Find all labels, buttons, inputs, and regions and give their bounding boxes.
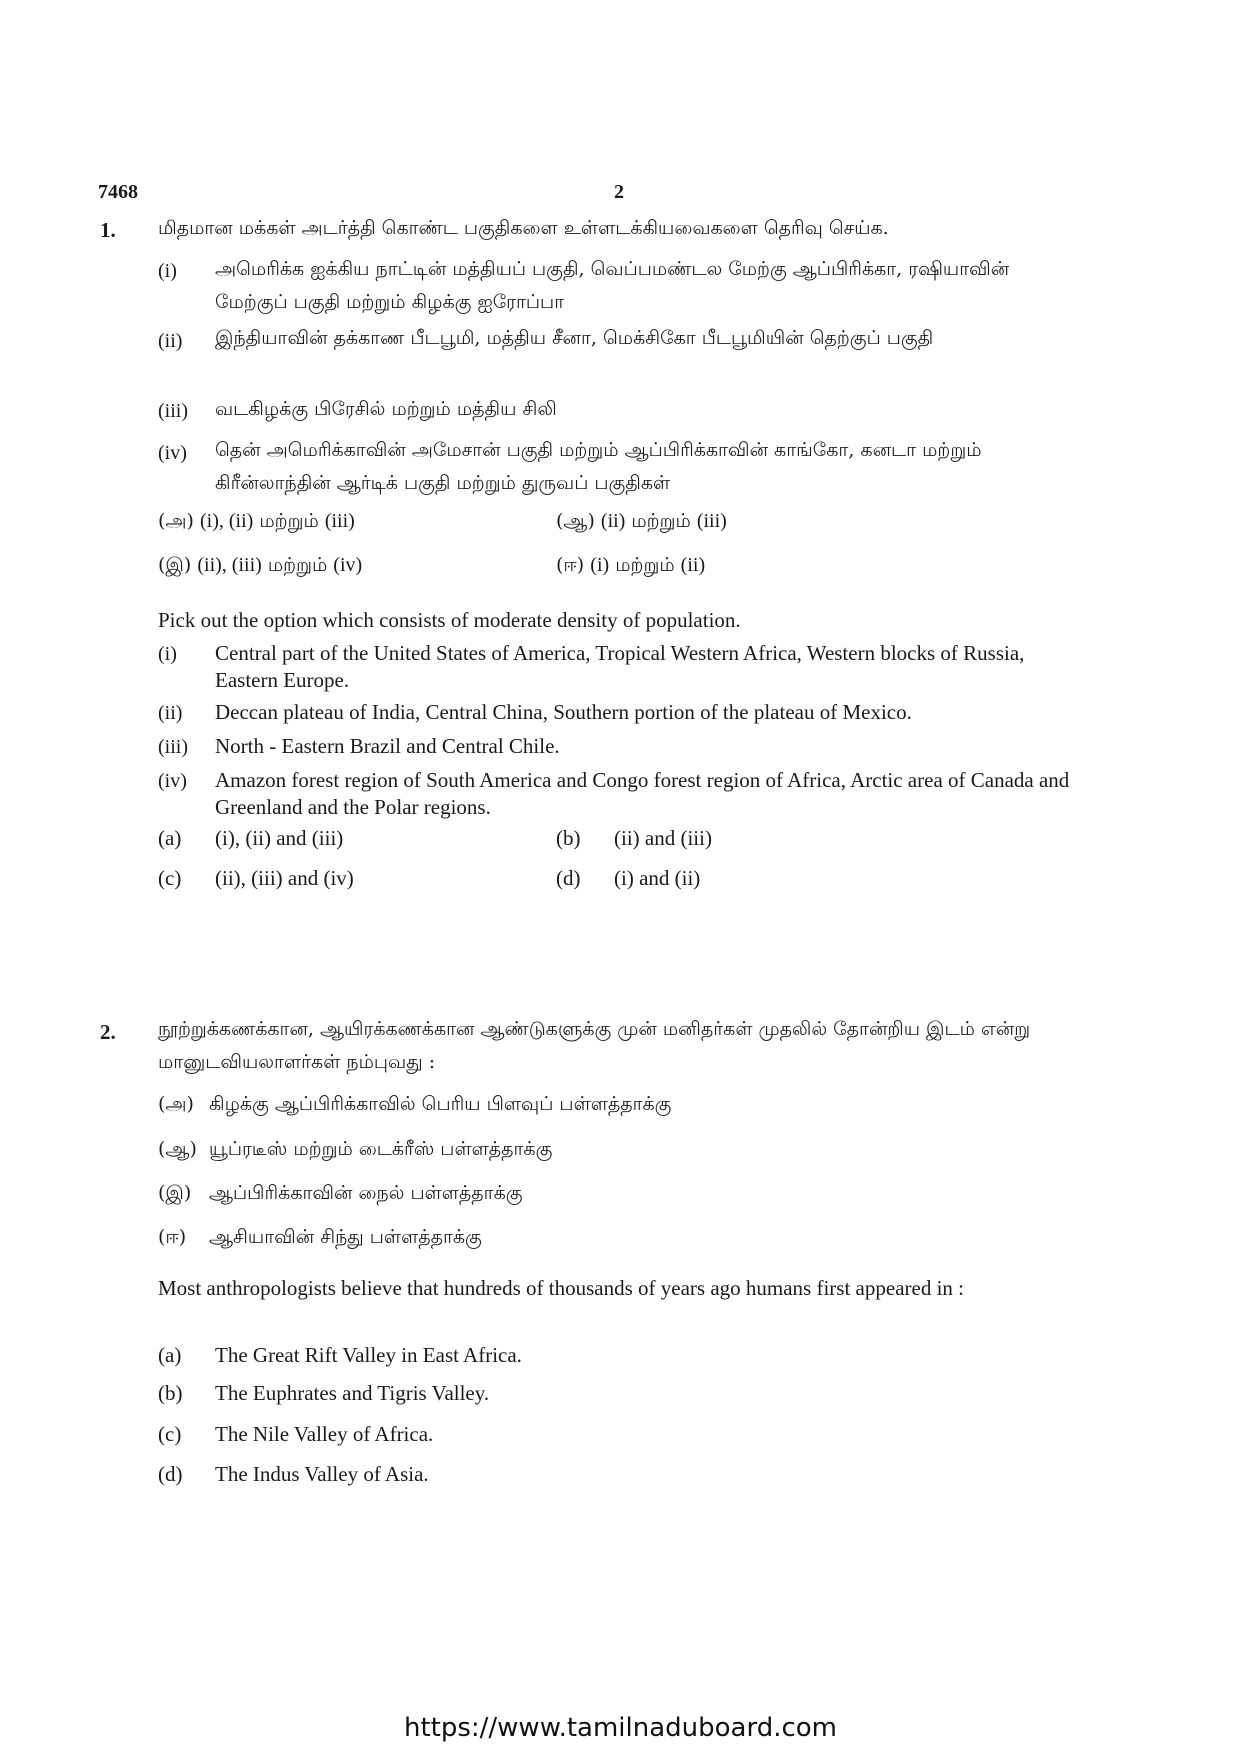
choice-tail: (ii) [680,554,706,576]
paper-code: 7468 [98,181,138,203]
q2-tamil-option-label: (இ) [158,1182,192,1204]
question-2-tamil-text: நூற்றுக்கணக்கான, ஆயிரக்கணக்கான ஆண்டுகளுக்கு முன் மனிதர்கள் முதலில் தோன்றிய இடம் என்று மானுடவியலாளர்கள் நம்புவது : [158,1018,1031,1073]
question-1-number: 1. [100,218,116,242]
q2-tamil-option-text: ஆப்பிரிக்காவின் நைல் பள்ளத்தாக்கு [209,1182,523,1204]
q2-tamil-option-label: (ஆ) [158,1138,197,1160]
choice-word: மற்றும் [615,554,675,576]
q1-english-item-roman: (iv) [158,770,187,792]
q1-tamil-item-text: தென் அமெரிக்காவின் அமேசான் பகுதி மற்றும் ஆப்பிரிக்காவின் காங்கோ, கனடா மற்றும் கிரீன்லாந்தின் ஆர்டிக் பகுதி மற்றும் துருவப் பகுதிகள் [215,439,982,494]
q2-tamil-option-label: (அ) [158,1093,194,1115]
q1-tamil-choice-d [556,554,705,579]
choice-tail: (iii) [696,510,727,532]
q2-english-option-text: The Indus Valley of Asia. [215,1462,429,1486]
q1-english-item-text: Central part of the United States of America, Tropical Western Africa, Western blocks of Russia, Eastern Europe. [215,641,1025,692]
q1-english-item-text: Amazon forest region of South America and Congo forest region of Africa, Arctic area of Canada and Greenland and the Polar regions. [215,768,1070,819]
choice-roman: (ii), (iii) [197,554,262,576]
question-1-english-text: Pick out the option which consists of moderate density of population. [158,608,741,632]
q1-english-item-roman: (i) [158,643,177,665]
q2-english-option-label: (d) [158,1462,183,1486]
choice-word: மற்றும் [267,554,328,576]
choice-tail: (iv) [333,554,363,576]
choice-roman: (i) [590,554,610,576]
q1-english-item-roman: (ii) [158,702,183,724]
q1-english-choice-label: (a) [158,826,182,850]
q2-tamil-option-label: (ஈ) [158,1226,187,1248]
question-2-number: 2. [100,1020,116,1044]
q2-english-option-label: (c) [158,1422,182,1446]
q1-tamil-item-text: வடகிழக்கு பிரேசில் மற்றும் மத்திய சிலி [215,398,557,420]
question-1-tamil-text: மிதமான மக்கள் அடர்த்தி கொண்ட பகுதிகளை உள்ளடக்கியவைகளை தெரிவு செய்க. [158,217,889,239]
q2-english-option-text: The Nile Valley of Africa. [215,1422,434,1446]
q1-tamil-item-text: அமெரிக்க ஐக்கிய நாட்டின் மத்தியப் பகுதி, வெப்பமண்டல மேற்கு ஆப்பிரிக்கா, ரஷியாவின் மேற்குப் பகுதி மற்றும் கிழக்கு ஐரோப்பா [215,258,1010,313]
choice-label: (ஈ) [556,554,585,576]
q1-tamil-choice-c [158,554,362,579]
q1-tamil-item-roman: (iv) [158,442,187,464]
q2-english-option-label: (a) [158,1343,182,1367]
choice-label: (அ) [158,510,194,532]
choice-label: (இ) [158,554,192,576]
q1-tamil-choice-a [158,510,355,535]
page-number: 2 [614,181,624,203]
choice-roman: (i), (ii) [200,510,254,532]
q1-tamil-item-text: இந்தியாவின் தக்காண பீடபூமி, மத்திய சீனா, மெக்சிகோ பீடபூமியின் தெற்குப் பகுதி [215,327,934,349]
q2-tamil-option-text: யூப்ரடீஸ் மற்றும் டைக்ரீஸ் பள்ளத்தாக்கு [209,1138,553,1160]
q2-english-option-text: The Euphrates and Tigris Valley. [215,1381,490,1405]
q1-english-choice-label: (c) [158,866,182,890]
q1-english-choice-label: (b) [556,826,581,850]
q1-english-choice-label: (d) [556,866,581,890]
q1-tamil-item-roman: (ii) [158,330,183,352]
q1-tamil-choice-b [556,510,727,535]
q1-english-item-text: North - Eastern Brazil and Central Chile. [215,734,560,758]
q1-english-item-roman: (iii) [158,736,188,758]
question-2-english-text: Most anthropologists believe that hundreds of thousands of years ago humans first appeared in : [158,1276,964,1300]
q2-english-option-label: (b) [158,1381,183,1405]
q1-tamil-item-roman: (iii) [158,400,188,422]
footer-url[interactable]: https://www.tamilnaduboard.com [403,1713,838,1743]
choice-word: மற்றும் [631,510,691,532]
q1-english-item-text: Deccan plateau of India, Central China, Southern portion of the plateau of Mexico. [215,700,912,724]
q2-tamil-option-text: ஆசியாவின் சிந்து பள்ளத்தாக்கு [209,1226,482,1248]
q1-tamil-item-roman: (i) [158,260,177,282]
choice-tail: (iii) [324,510,355,532]
choice-roman: (ii) [600,510,626,532]
q2-english-option-text: The Great Rift Valley in East Africa. [215,1343,522,1367]
q1-english-choice-text: (i), (ii) and (iii) [215,826,344,850]
q1-english-choice-text: (i) and (ii) [614,866,701,890]
q1-english-choice-text: (ii), (iii) and (iv) [215,866,354,890]
q2-tamil-option-text: கிழக்கு ஆப்பிரிக்காவில் பெரிய பிளவுப் பள்ளத்தாக்கு [209,1093,672,1115]
choice-word: மற்றும் [259,510,319,532]
choice-label: (ஆ) [556,510,595,532]
q1-english-choice-text: (ii) and (iii) [614,826,712,850]
